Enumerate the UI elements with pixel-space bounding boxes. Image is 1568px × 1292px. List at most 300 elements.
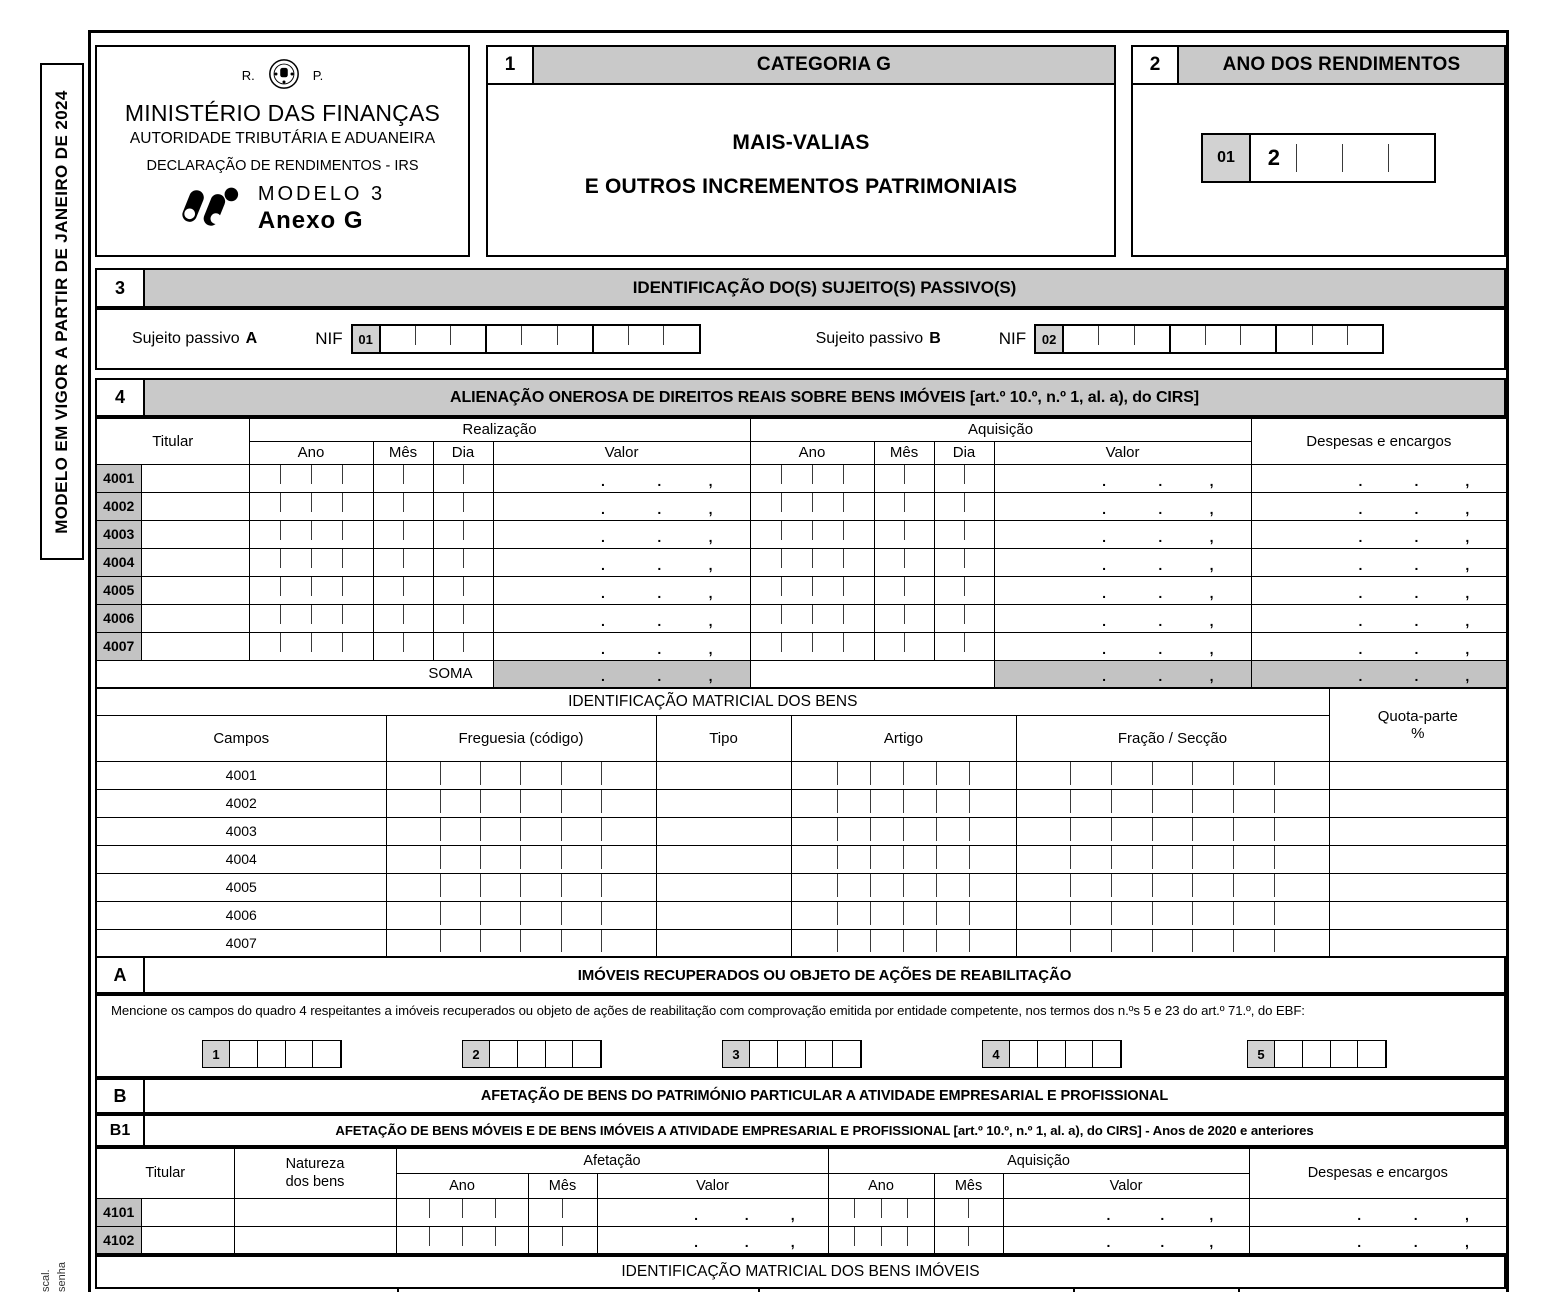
- quota-input[interactable]: [1329, 817, 1507, 845]
- natureza-input[interactable]: [234, 1198, 396, 1226]
- aquisicao-ano-input[interactable]: [829, 1227, 934, 1254]
- qB1-table: [95, 1147, 1508, 1255]
- afetacao-mes-input[interactable]: [529, 1199, 597, 1226]
- realizacao-dia-input[interactable]: [434, 577, 493, 604]
- aquisicao-ano-input[interactable]: [751, 549, 874, 576]
- separator-dot: .: [1158, 472, 1163, 489]
- titular-input[interactable]: [141, 1226, 234, 1254]
- natureza-line2: dos bens: [285, 1174, 345, 1191]
- row-label: 4004: [96, 548, 141, 576]
- separator-comma: ,: [708, 668, 713, 684]
- quota-line1: Quota-parte: [1377, 707, 1458, 725]
- separator-dot: .: [1158, 556, 1163, 573]
- campo-ref: 4006: [96, 901, 386, 929]
- realizacao-dia-input[interactable]: [434, 521, 493, 548]
- nif-a-comb[interactable]: [381, 326, 699, 352]
- model-validity-sidebar: [40, 63, 84, 560]
- row-label: 4102: [96, 1226, 141, 1254]
- separator-comma: ,: [1209, 668, 1214, 684]
- realizacao-mes-input[interactable]: [374, 633, 433, 660]
- separator-dot: .: [1158, 612, 1163, 629]
- aquisicao-valor-input[interactable]: [995, 577, 1251, 604]
- despesas-input[interactable]: [1252, 605, 1507, 632]
- nif-b-comb[interactable]: [1064, 326, 1382, 352]
- realizacao-ano-input[interactable]: [250, 465, 373, 492]
- separator-comma: ,: [1209, 500, 1214, 517]
- year-field-code: 01: [1201, 133, 1251, 183]
- separator-dot: .: [1106, 1234, 1111, 1250]
- qA-instruction: Mencione os campos do quadro 4 respeitantes a imóveis recuperados ou objeto de ações de reabilitação com comprovação emitida por entidade competente, nos termos dos n.ºs 5 e 23 do art.º 71.º, do EBF:: [111, 1003, 1305, 1018]
- separator-dot: .: [1358, 528, 1363, 545]
- qB1-group-afetacao: Afetação: [396, 1148, 828, 1173]
- qA-section-bar: [95, 956, 1506, 994]
- aquisicao-dia-input[interactable]: [935, 633, 994, 660]
- natureza-line1: Natureza: [285, 1156, 345, 1173]
- aquisicao-valor-input[interactable]: [995, 465, 1251, 492]
- campo-field-code: 1: [202, 1040, 230, 1068]
- separator-comma: ,: [708, 584, 713, 601]
- separator-comma: ,: [708, 612, 713, 629]
- soma-aquisicao-valor: [995, 661, 1251, 688]
- separator-dot: .: [601, 584, 605, 601]
- nif-b-input[interactable]: [1064, 324, 1384, 354]
- titular-input[interactable]: [141, 632, 249, 660]
- separator-dot: .: [1414, 472, 1419, 489]
- matricial-col-artigo: Artigo: [791, 715, 1016, 761]
- q4-group-realizacao: Realização: [249, 418, 750, 441]
- campo-ref: 4004: [96, 845, 386, 873]
- aquisicao-dia-input[interactable]: [935, 605, 994, 632]
- nif-a-field-code: 01: [351, 324, 381, 354]
- separator-dot: .: [1158, 500, 1163, 517]
- q4-group-aquisicao: Aquisição: [750, 418, 1251, 441]
- separator-dot: .: [1413, 1234, 1418, 1250]
- realizacao-valor-input[interactable]: [494, 577, 750, 604]
- fracao-input[interactable]: [1017, 874, 1329, 901]
- tipo-input[interactable]: [656, 929, 791, 957]
- soma-realizacao-valor: [494, 661, 750, 688]
- separator-dot: .: [1102, 612, 1106, 629]
- quota-input[interactable]: [1329, 761, 1507, 789]
- separator-comma: ,: [1209, 1206, 1214, 1223]
- row-label: 4007: [96, 632, 141, 660]
- soma-despesas: [1252, 661, 1507, 688]
- separator-dot: .: [1358, 556, 1363, 573]
- q1-number: 1: [488, 47, 534, 85]
- q4-number: 4: [97, 380, 145, 415]
- separator-comma: ,: [1465, 1206, 1469, 1223]
- separator-comma: ,: [1209, 1234, 1214, 1250]
- q4-table-wrap: [95, 417, 1506, 689]
- separator-dot: .: [657, 556, 662, 573]
- separator-comma: ,: [1209, 612, 1214, 629]
- fracao-input[interactable]: [1017, 790, 1329, 817]
- separator-comma: ,: [1465, 500, 1470, 517]
- republic-emblem-row: [97, 57, 468, 94]
- qB1-col-af-valor: Valor: [597, 1173, 828, 1198]
- ministry-header-box: [95, 45, 470, 257]
- q1-categoria-box: [486, 45, 1116, 257]
- separator-comma: ,: [1209, 584, 1214, 601]
- separator-dot: .: [1102, 528, 1106, 545]
- realizacao-mes-input[interactable]: [374, 549, 433, 576]
- artigo-input[interactable]: [792, 902, 1016, 929]
- aquisicao-valor-input[interactable]: [995, 605, 1251, 632]
- realizacao-ano-input[interactable]: [250, 493, 373, 520]
- qB1-col-despesas: Despesas e encargos: [1249, 1148, 1507, 1198]
- q4-col-titular: Titular: [96, 418, 249, 464]
- aquisicao-dia-input[interactable]: [935, 465, 994, 492]
- titular-input[interactable]: [141, 464, 249, 492]
- aquisicao-ano-input[interactable]: [751, 633, 874, 660]
- separator-comma: ,: [708, 500, 713, 517]
- separator-dot: .: [601, 500, 605, 517]
- campo-input-2[interactable]: [490, 1040, 602, 1068]
- q3-body: [95, 308, 1506, 370]
- aquisicao-mes-input[interactable]: [935, 1199, 1003, 1226]
- fracao-input[interactable]: [1017, 902, 1329, 929]
- quota-input[interactable]: [1329, 929, 1507, 957]
- realizacao-dia-input[interactable]: [434, 605, 493, 632]
- aquisicao-mes-input[interactable]: [875, 549, 934, 576]
- q3-number: 3: [97, 270, 145, 306]
- natureza-input[interactable]: [234, 1226, 396, 1254]
- aquisicao-valor-input[interactable]: [995, 549, 1251, 576]
- qB1-col-aq-mes: Mês: [934, 1173, 1003, 1198]
- campo-input-4[interactable]: [1010, 1040, 1122, 1068]
- matricial-col-quota: [1329, 688, 1507, 761]
- q4-col-a-dia: Dia: [934, 441, 994, 464]
- realizacao-valor-input[interactable]: [494, 465, 750, 492]
- aquisicao-mes-input[interactable]: [875, 493, 934, 520]
- q2-number: 2: [1133, 47, 1179, 85]
- tipo-input[interactable]: [656, 761, 791, 789]
- artigo-input[interactable]: [792, 930, 1016, 957]
- anexo-label: Anexo G: [257, 207, 364, 234]
- tipo-input[interactable]: [656, 845, 791, 873]
- model-validity-text: MODELO EM VIGOR A PARTIR DE JANEIRO DE 2024: [52, 89, 71, 534]
- aquisicao-dia-input[interactable]: [935, 521, 994, 548]
- separator-comma: ,: [1209, 528, 1214, 545]
- q4-col-despesas: Despesas e encargos: [1251, 418, 1507, 464]
- campo-field-code: 5: [1247, 1040, 1275, 1068]
- realizacao-mes-input[interactable]: [374, 465, 433, 492]
- mais-valias-line2: E OUTROS INCREMENTOS PATRIMONIAIS: [584, 175, 1018, 198]
- separator-dot: .: [1158, 668, 1163, 684]
- soma-spacer: [750, 660, 994, 688]
- aquisicao-valor-input[interactable]: [995, 633, 1251, 660]
- separator-dot: .: [1102, 500, 1106, 517]
- q1-title-bar: CATEGORIA G: [534, 47, 1114, 85]
- authority-subtitle: AUTORIDADE TRIBUTÁRIA E ADUANEIRA: [129, 130, 436, 147]
- separator-dot: .: [1102, 584, 1106, 601]
- freguesia-input[interactable]: [387, 930, 656, 957]
- artigo-input[interactable]: [792, 846, 1016, 873]
- aquisicao-ano-input[interactable]: [751, 521, 874, 548]
- quota-input[interactable]: [1329, 789, 1507, 817]
- titular-input[interactable]: [141, 520, 249, 548]
- titular-input[interactable]: [141, 604, 249, 632]
- soma-label: SOMA: [96, 660, 493, 688]
- campo-input-1[interactable]: [230, 1040, 342, 1068]
- separator-dot: .: [1414, 668, 1419, 684]
- separator-dot: .: [1358, 668, 1363, 684]
- aquisicao-ano-input[interactable]: [751, 493, 874, 520]
- separator-dot: .: [1102, 472, 1106, 489]
- qB-section-bar: [95, 1078, 1506, 1114]
- separator-dot: .: [657, 472, 662, 489]
- campo-ref: 4003: [96, 817, 386, 845]
- matricial-col-fracao: Fração / Secção: [1016, 715, 1329, 761]
- qB1-section-bar: [95, 1114, 1506, 1147]
- separator-dot: .: [1358, 500, 1363, 517]
- q4-col-r-ano: Ano: [249, 441, 373, 464]
- fracao-input[interactable]: [1017, 818, 1329, 845]
- despesas-input[interactable]: [1250, 1227, 1507, 1254]
- modelo-label: MODELO 3: [257, 183, 386, 205]
- afetacao-valor-input[interactable]: [598, 1199, 828, 1226]
- separator-dot: .: [657, 612, 662, 629]
- aquisicao-ano-input[interactable]: [751, 577, 874, 604]
- realizacao-valor-input[interactable]: [494, 605, 750, 632]
- mais-valias-line1: MAIS-VALIAS: [732, 131, 870, 154]
- despesas-input[interactable]: [1252, 465, 1507, 492]
- separator-dot: .: [1357, 1206, 1362, 1223]
- row-label: 4006: [96, 604, 141, 632]
- titular-input[interactable]: [141, 1198, 234, 1226]
- aquisicao-mes-input[interactable]: [875, 521, 934, 548]
- matricial-col-tipo: Tipo: [656, 715, 791, 761]
- titular-input[interactable]: [141, 548, 249, 576]
- qB1-col-titular: Titular: [96, 1148, 234, 1198]
- aquisicao-valor-input[interactable]: [995, 493, 1251, 520]
- afetacao-mes-input[interactable]: [529, 1227, 597, 1254]
- despesas-input[interactable]: [1252, 521, 1507, 548]
- titular-input[interactable]: [141, 576, 249, 604]
- fracao-input[interactable]: [1017, 930, 1329, 957]
- separator-dot: .: [1358, 472, 1363, 489]
- separator-comma: ,: [708, 640, 713, 657]
- afetacao-ano-input[interactable]: [397, 1199, 528, 1226]
- separator-comma: ,: [1465, 1234, 1469, 1250]
- quota-input[interactable]: [1329, 845, 1507, 873]
- afetacao-ano-input[interactable]: [397, 1227, 528, 1254]
- nif-b-field-code: 02: [1034, 324, 1064, 354]
- matricial-table-wrap: [95, 687, 1506, 958]
- aquisicao-ano-input[interactable]: [829, 1199, 934, 1226]
- realizacao-ano-input[interactable]: [250, 549, 373, 576]
- separator-dot: .: [1358, 612, 1363, 629]
- separator-dot: .: [1102, 668, 1106, 684]
- separator-dot: .: [657, 584, 662, 601]
- separator-comma: ,: [1465, 556, 1470, 573]
- aquisicao-dia-input[interactable]: [935, 549, 994, 576]
- separator-dot: .: [1102, 640, 1106, 657]
- q4-col-a-valor: Valor: [994, 441, 1251, 464]
- at-logo-icon: [180, 185, 242, 234]
- quota-input[interactable]: [1329, 873, 1507, 901]
- aquisicao-mes-input[interactable]: [875, 633, 934, 660]
- qA-letter: A: [97, 958, 145, 992]
- separator-dot: .: [694, 1206, 698, 1223]
- realizacao-dia-input[interactable]: [434, 549, 493, 576]
- realizacao-ano-input[interactable]: [250, 633, 373, 660]
- separator-dot: .: [1158, 528, 1163, 545]
- separator-dot: .: [744, 1234, 749, 1250]
- realizacao-ano-input[interactable]: [250, 577, 373, 604]
- freguesia-input[interactable]: [387, 902, 656, 929]
- separator-dot: .: [694, 1234, 698, 1250]
- q3-section-bar: [95, 268, 1506, 308]
- campo-ref: 4001: [96, 761, 386, 789]
- fracao-input[interactable]: [1017, 846, 1329, 873]
- freguesia-input[interactable]: [387, 874, 656, 901]
- bottom-matricial-title: IDENTIFICAÇÃO MATRICIAL DOS BENS IMÓVEIS: [621, 1263, 980, 1280]
- q2-ano-rendimentos-box: [1131, 45, 1506, 257]
- qB1-title: AFETAÇÃO DE BENS MÓVEIS E DE BENS IMÓVEIS A ATIVIDADE EMPRESARIAL E PROFISSIONAL [art.º 10.º, n.º 1, al. a), do CIRS] - Anos de 2020 e anteriores: [335, 1123, 1314, 1138]
- separator-dot: .: [601, 556, 605, 573]
- freguesia-input[interactable]: [387, 790, 656, 817]
- separator-dot: .: [1158, 640, 1163, 657]
- separator-dot: .: [1357, 1234, 1362, 1250]
- separator-comma: ,: [708, 528, 713, 545]
- q2-title-bar: ANO DOS RENDIMENTOS: [1179, 47, 1504, 85]
- despesas-input[interactable]: [1252, 493, 1507, 520]
- qB1-col-af-ano: Ano: [396, 1173, 528, 1198]
- separator-comma: ,: [708, 472, 713, 489]
- aquisicao-mes-input[interactable]: [935, 1227, 1003, 1254]
- aquisicao-dia-input[interactable]: [935, 493, 994, 520]
- aquisicao-ano-input[interactable]: [751, 605, 874, 632]
- emblem-left-letter: R.: [241, 68, 255, 83]
- separator-dot: .: [1414, 612, 1419, 629]
- realizacao-mes-input[interactable]: [374, 521, 433, 548]
- q4-col-a-mes: Mês: [874, 441, 934, 464]
- realizacao-mes-input[interactable]: [374, 493, 433, 520]
- aquisicao-valor-input[interactable]: [995, 521, 1251, 548]
- separator-dot: .: [744, 1206, 749, 1223]
- qB1-col-natureza: [234, 1148, 396, 1198]
- aquisicao-ano-input[interactable]: [751, 465, 874, 492]
- freguesia-input[interactable]: [387, 846, 656, 873]
- row-label: 4003: [96, 520, 141, 548]
- corner-text-fragment-1: scal.: [40, 1269, 52, 1292]
- artigo-input[interactable]: [792, 874, 1016, 901]
- freguesia-input[interactable]: [387, 762, 656, 789]
- q3-title: IDENTIFICAÇÃO DO(S) SUJEITO(S) PASSIVO(S): [145, 270, 1504, 306]
- campo-input-3[interactable]: [750, 1040, 862, 1068]
- aquisicao-valor-input[interactable]: [1004, 1199, 1249, 1226]
- aquisicao-mes-input[interactable]: [875, 465, 934, 492]
- quota-input[interactable]: [1329, 901, 1507, 929]
- q4-col-r-mes: Mês: [373, 441, 433, 464]
- nif-b-label: NIF: [998, 329, 1027, 348]
- separator-dot: .: [1413, 1206, 1418, 1223]
- q4-col-r-dia: Dia: [433, 441, 493, 464]
- fracao-input[interactable]: [1017, 762, 1329, 789]
- realizacao-dia-input[interactable]: [434, 493, 493, 520]
- qB-title: AFETAÇÃO DE BENS DO PATRIMÓNIO PARTICULAR A ATIVIDADE EMPRESARIAL E PROFISSIONAL: [480, 1088, 1169, 1104]
- despesas-input[interactable]: [1252, 633, 1507, 660]
- separator-dot: .: [1414, 640, 1419, 657]
- realizacao-dia-input[interactable]: [434, 465, 493, 492]
- separator-comma: ,: [708, 556, 713, 573]
- tipo-input[interactable]: [656, 901, 791, 929]
- separator-dot: .: [1106, 1206, 1111, 1223]
- despesas-input[interactable]: [1252, 577, 1507, 604]
- separator-dot: .: [657, 640, 662, 657]
- q4-col-r-valor: Valor: [493, 441, 750, 464]
- realizacao-valor-input[interactable]: [494, 493, 750, 520]
- subject-a-letter: A: [245, 330, 258, 347]
- separator-comma: ,: [790, 1206, 795, 1223]
- despesas-input[interactable]: [1250, 1199, 1507, 1226]
- separator-comma: ,: [1465, 668, 1470, 684]
- despesas-input[interactable]: [1252, 549, 1507, 576]
- campo-input-5[interactable]: [1275, 1040, 1387, 1068]
- qB1-group-aquisicao: Aquisição: [828, 1148, 1249, 1173]
- separator-comma: ,: [790, 1234, 795, 1250]
- realizacao-valor-input[interactable]: [494, 521, 750, 548]
- qA-body: [95, 994, 1506, 1078]
- nif-a-input[interactable]: [381, 324, 701, 354]
- realizacao-valor-input[interactable]: [494, 633, 750, 660]
- tipo-input[interactable]: [656, 873, 791, 901]
- realizacao-mes-input[interactable]: [374, 577, 433, 604]
- artigo-input[interactable]: [792, 818, 1016, 845]
- titular-input[interactable]: [141, 492, 249, 520]
- separator-dot: .: [1414, 584, 1419, 601]
- separator-dot: .: [1102, 556, 1106, 573]
- artigo-input[interactable]: [792, 762, 1016, 789]
- q4-col-a-ano: Ano: [750, 441, 874, 464]
- tipo-input[interactable]: [656, 789, 791, 817]
- qA-title: IMÓVEIS RECUPERADOS OU OBJETO DE AÇÕES DE REABILITAÇÃO: [577, 966, 1072, 984]
- separator-comma: ,: [1465, 612, 1470, 629]
- tipo-input[interactable]: [656, 817, 791, 845]
- aquisicao-mes-input[interactable]: [875, 605, 934, 632]
- q4-section-bar: [95, 378, 1506, 417]
- artigo-input[interactable]: [792, 790, 1016, 817]
- year-prefix-digit: 2: [1267, 145, 1280, 170]
- aquisicao-mes-input[interactable]: [875, 577, 934, 604]
- bottom-matricial-title-bar: [95, 1255, 1506, 1289]
- separator-dot: .: [1158, 584, 1163, 601]
- campo-field-code: 2: [462, 1040, 490, 1068]
- nif-a-label: NIF: [315, 329, 343, 348]
- separator-comma: ,: [1209, 556, 1214, 573]
- matricial-col-campos: Campos: [96, 715, 386, 761]
- aquisicao-dia-input[interactable]: [935, 577, 994, 604]
- year-input[interactable]: [1251, 133, 1436, 183]
- qB1-col-aq-ano: Ano: [828, 1173, 934, 1198]
- realizacao-dia-input[interactable]: [434, 633, 493, 660]
- matricial-table: [95, 687, 1508, 958]
- realizacao-valor-input[interactable]: [494, 549, 750, 576]
- realizacao-ano-input[interactable]: [250, 605, 373, 632]
- row-label: 4005: [96, 576, 141, 604]
- subject-a-label: Sujeito passivo: [132, 330, 240, 347]
- qB1-table-wrap: [95, 1147, 1506, 1255]
- qB1-letter: B1: [97, 1116, 145, 1145]
- aquisicao-valor-input[interactable]: [1004, 1227, 1249, 1254]
- campo-ref: 4002: [96, 789, 386, 817]
- matricial-col-freguesia: Freguesia (código): [386, 715, 656, 761]
- realizacao-mes-input[interactable]: [374, 605, 433, 632]
- freguesia-input[interactable]: [387, 818, 656, 845]
- afetacao-valor-input[interactable]: [598, 1227, 828, 1254]
- realizacao-ano-input[interactable]: [250, 521, 373, 548]
